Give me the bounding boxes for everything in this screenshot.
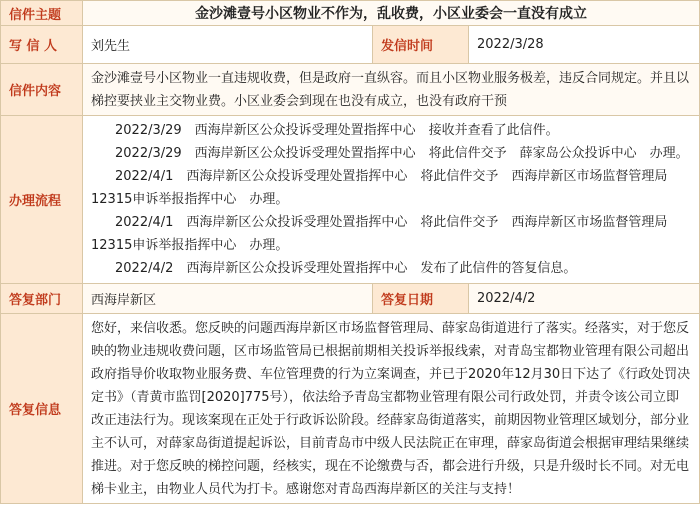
reply-label: 答复信息	[1, 314, 83, 504]
reply-text: 您好，来信收悉。您反映的问题西海岸新区市场监督管理局、薛家岛街道进行了落实。经落实，对于您反映的物业违规收费问题，区市场监管局已根据前期相关投诉举报线索，对青岛宝都物业管理有限公司超出政府指导价收取物业服务费、车位管理费的行为立案调查，并已于2020年12月30日下达了《行政处罚决定书》（青黄市监罚[2020]775号），依法给予青岛宝都物业管理有限公司行政处罚，并责令该公司立即改正违法行为。现该案现在正处于行政诉讼阶段。经薛家岛街道落实，前期因物业管理区域划分，部分业主不认可，对薛家岛街道提起诉讼，目前青岛市中级人民法院正在审理，薛家岛街道会根据审理结果继续推进。对于您反映的梯控问题，经核实，现在不论缴费与否，都会进行升级，只是升级时长不同。对无电梯卡业主，由物业人员代为打卡。感谢您对青岛西海岸新区的关注与支持！	[83, 314, 700, 504]
send-date: 2022/3/28	[469, 26, 700, 64]
reply-date-label: 答复日期	[373, 284, 469, 314]
reply-row	[1, 314, 700, 504]
process-step: 2022/3/29 西海岸新区公众投诉受理处置指挥中心 将此信件交予 薛家岛公众投诉中心 办理。	[115, 146, 689, 161]
process-step: 2022/4/1 西海岸新区公众投诉受理处置指挥中心 将此信件交予 西海岸新区市场监督管理局12315申诉举报指挥中心 办理。	[91, 169, 668, 207]
writer-name: 刘先生	[83, 26, 373, 64]
subject-label: 信件主题	[1, 1, 83, 26]
send-date-label: 发信时间	[373, 26, 469, 64]
process-label: 办理流程	[1, 116, 83, 284]
writer-row	[1, 26, 700, 64]
dept-label: 答复部门	[1, 284, 83, 314]
content-row	[1, 64, 700, 116]
process-row	[1, 116, 700, 284]
process-step: 2022/3/29 西海岸新区公众投诉受理处置指挥中心 接收并查看了此信件。	[115, 123, 559, 138]
letter-subject: 金沙滩壹号小区物业不作为，乱收费，小区业委会一直没有成立	[83, 1, 700, 26]
reply-dept: 西海岸新区	[83, 284, 373, 314]
process-step: 2022/4/2 西海岸新区公众投诉受理处置指挥中心 发布了此信件的答复信息。	[115, 261, 577, 276]
subject-row	[1, 1, 700, 26]
process-list	[83, 116, 700, 284]
dept-row	[1, 284, 700, 314]
reply-date: 2022/4/2	[469, 284, 700, 314]
content-label: 信件内容	[1, 64, 83, 116]
process-step: 2022/4/1 西海岸新区公众投诉受理处置指挥中心 将此信件交予 西海岸新区市场监督管理局12315申诉举报指挥中心 办理。	[91, 215, 668, 253]
letter-content: 金沙滩壹号小区物业一直违规收费，但是政府一直纵容。而且小区物业服务极差，违反合同规定。并且以梯控要挟业主交物业费。小区业委会到现在也没有成立，也没有政府干预	[83, 64, 700, 116]
writer-label: 写 信 人	[1, 26, 83, 64]
